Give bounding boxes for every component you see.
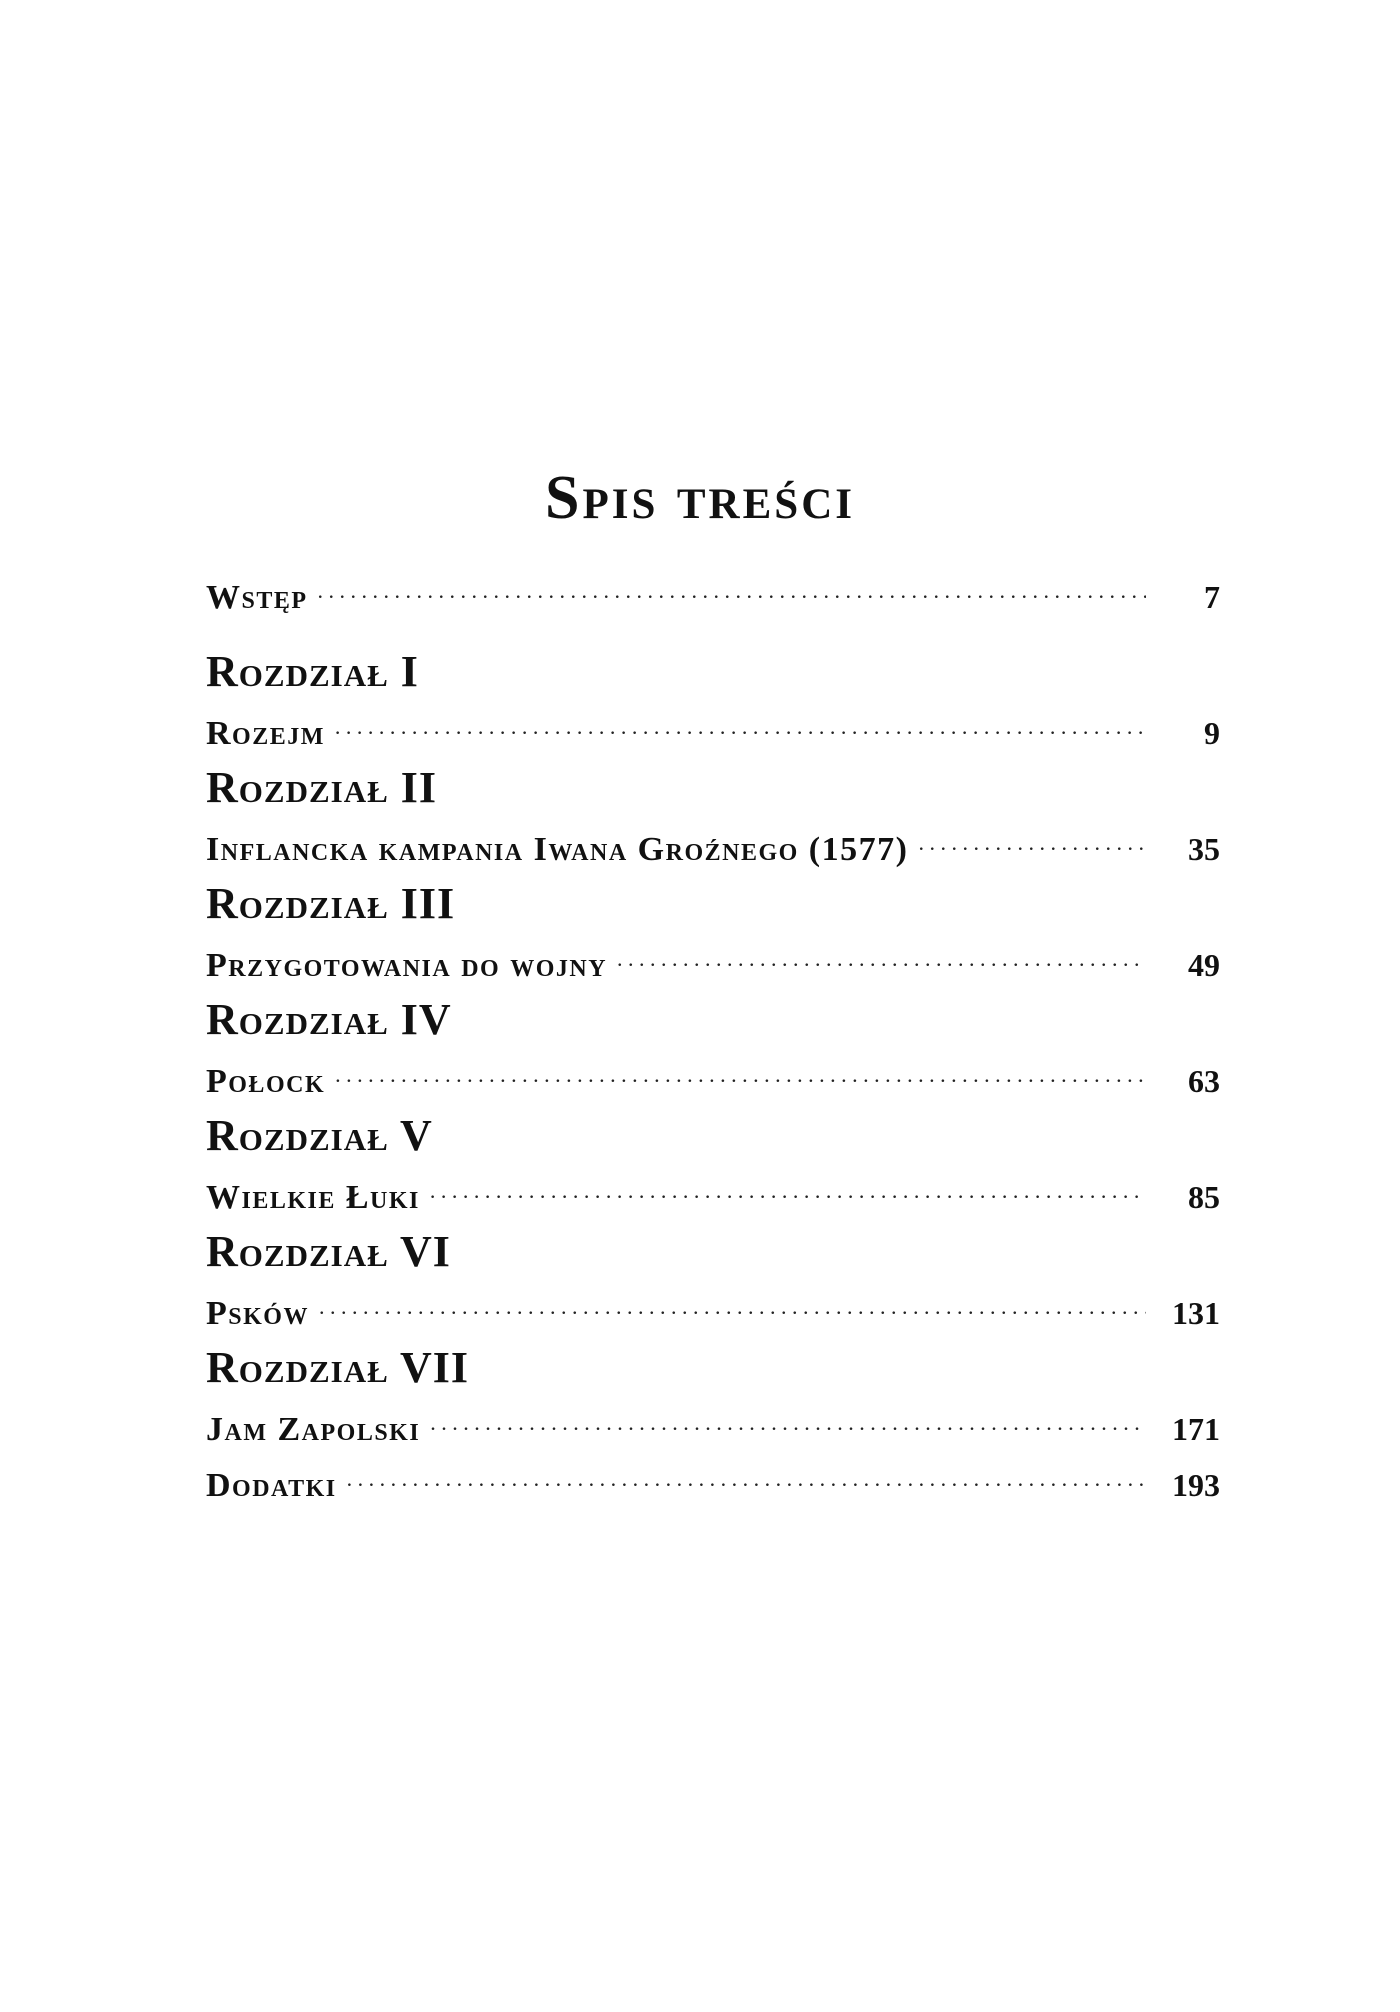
dot-leader (318, 560, 1146, 608)
toc-entry (206, 1160, 1220, 1216)
chapter-heading: Rozdział VII (206, 1343, 469, 1392)
toc-page-number: 9 (1204, 715, 1220, 751)
toc-page-number: 7 (1204, 579, 1220, 615)
dot-leader (319, 1276, 1146, 1324)
chapter-heading: Rozdział III (206, 879, 456, 928)
toc-chapter-6 (206, 1227, 1220, 1332)
toc-entry-label: Rozejm (206, 715, 325, 752)
toc-page-number: 49 (1188, 947, 1220, 983)
chapter-heading: Rozdział I (206, 647, 419, 696)
dot-leader (430, 1160, 1146, 1208)
toc-page-number: 63 (1188, 1063, 1220, 1099)
toc-entry-appendix (206, 1448, 1220, 1504)
dot-leader (430, 1392, 1146, 1440)
toc-entry-label: Dodatki (206, 1467, 337, 1504)
toc-entry (206, 1392, 1220, 1448)
toc-page-number: 193 (1172, 1467, 1220, 1503)
toc-entry-label: Psków (206, 1295, 309, 1332)
page-title: Spis treści (544, 464, 855, 532)
toc-page-number: 131 (1172, 1295, 1220, 1331)
toc-entry (206, 1044, 1220, 1100)
toc-chapter-5 (206, 1111, 1220, 1216)
dot-leader (347, 1448, 1146, 1496)
toc-chapter-1 (206, 647, 1220, 752)
dot-leader (335, 1044, 1146, 1092)
toc-entry-label: Wstęp (206, 579, 308, 616)
chapter-heading: Rozdział IV (206, 995, 452, 1044)
chapter-heading: Rozdział V (206, 1111, 433, 1160)
chapter-heading: Rozdział II (206, 763, 438, 812)
toc-entry-label: Inflancka kampania Iwana Groźnego (1577) (206, 831, 909, 868)
toc-page-number: 171 (1172, 1411, 1220, 1447)
dot-leader (335, 696, 1146, 744)
toc-entry-label: Jam Zapolski (206, 1411, 421, 1448)
chapter-heading: Rozdział VI (206, 1227, 451, 1276)
toc-entry (206, 812, 1220, 868)
toc-entry (206, 1276, 1220, 1332)
toc-entry (206, 928, 1220, 984)
toc-entry-intro (206, 560, 1220, 616)
dot-leader (617, 928, 1146, 976)
toc-page-number: 85 (1188, 1179, 1220, 1215)
toc-chapter-3 (206, 879, 1220, 984)
table-of-contents (206, 560, 1220, 1504)
toc-chapter-2 (206, 763, 1220, 868)
toc-entry-label: Połock (206, 1063, 326, 1100)
toc-page-number: 35 (1188, 831, 1220, 867)
toc-chapter-4 (206, 995, 1220, 1100)
toc-chapter-7 (206, 1343, 1220, 1448)
toc-entry-label: Wielkie Łuki (206, 1179, 420, 1216)
toc-entry (206, 696, 1220, 752)
dot-leader (918, 812, 1146, 860)
toc-entry-label: Przygotowania do wojny (206, 947, 608, 984)
